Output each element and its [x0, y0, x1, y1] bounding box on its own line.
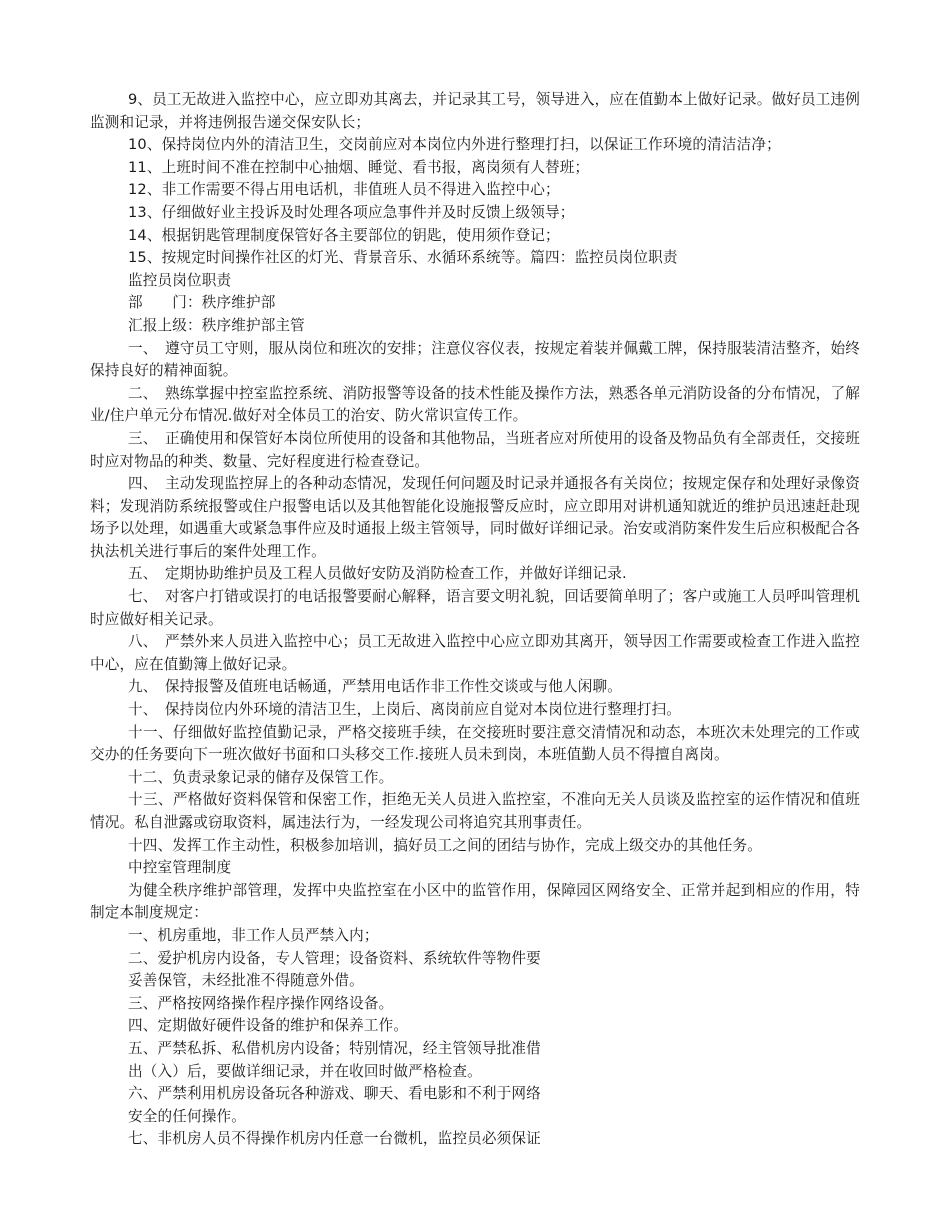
- duty-8: 八、 严禁外来人员进入监控中心；员工无故进入监控中心应立即劝其离开，领导因工作需要或检查工作进入监控中心，应在值勤簿上做好记录。: [90, 633, 860, 673]
- paragraph-rule-11: 11、上班时间不准在控制中心抽烟、睡觉、看书报，离岗须有人替班；: [128, 158, 590, 176]
- duty-1: 一、 遵守员工守则，服从岗位和班次的安排；注意仪容仪表，按规定着装并佩戴工牌，保持服装清洁整齐，始终保持良好的精神面貌。: [90, 339, 860, 380]
- control-room-rule-5-cont: 出（入）后，要做详细记录，并在收回时做严格检查。: [128, 1062, 482, 1080]
- duty-4: 四、 主动发现监控屏上的各种动态情况，发现任何问题及时记录并通报各有关岗位；按规定保存和处理好录像资料；发现消防系统报警或住户报警电话以及其他智能化设施报警反应时，应立即用对讲机通知就近的维护员迅速赶赴现场予以处理，如遇重大或紧急事件应及时通报上级主管领导，同时做好详细记录。治安或消防案件发生后应积极配合各执法机关进行事后的案件处理工作。: [90, 475, 860, 560]
- control-room-rule-7: 七、非机房人员不得操作机房内任意一台微机，监控员必须保证: [128, 1130, 541, 1148]
- paragraph-rule-12: 12、非工作需要不得占用电话机，非值班人员不得进入监控中心；: [128, 181, 560, 199]
- duty-13: 十三、严格做好资料保管和保密工作，拒绝无关人员进入监控室，不准向无关人员谈及监控室的运作情况和值班情况。私自泄露或窃取资料，属违法行为，一经发现公司将追究其刑事责任。: [90, 791, 860, 831]
- department-line: 部 门：秩序维护部: [128, 294, 276, 312]
- paragraph-rule-9: 9、员工无故进入监控中心，应立即劝其离去，并记录其工号，领导进入，应在值勤本上做好记录。做好员工违例监测和记录，并将违例报告递交保安队长；: [90, 91, 860, 131]
- duty-5: 五、 定期协助维护员及工程人员做好安防及消防检查工作，并做好详细记录.: [128, 565, 627, 583]
- control-room-rule-6: 六、严禁利用机房设备玩各种游戏、聊天、看电影和不利于网络: [128, 1085, 541, 1103]
- duty-2: 二、 熟练掌握中控室监控系统、消防报警等设备的技术性能及操作方法，熟悉各单元消防设备的分布情况，了解业/住户单元分布情况.做好对全体员工的治安、防火常识宣传工作。: [90, 384, 860, 425]
- report-to-line: 汇报上级：秩序维护部主管: [128, 316, 305, 334]
- control-room-intro: 为健全秩序维护部管理，发挥中央监控室在小区中的监管作用，保障园区网络安全、正常并起到相应的作用，特制定本制度规定：: [90, 881, 860, 922]
- paragraph-rule-15: 15、按规定时间操作社区的灯光、背景音乐、水循环系统等。篇四：监控员岗位职责: [128, 249, 678, 267]
- section-title-control-room: 中控室管理制度: [128, 859, 232, 877]
- duty-10: 十、 保持岗位内外环境的清洁卫生，上岗后、离岗前应自觉对本岗位进行整理打扫。: [128, 701, 681, 719]
- duty-7: 七、 对客户打错或误打的电话报警要耐心解释，语言要文明礼貌，回话要简单明了；客户或施工人员呼叫管理机时应做好相关记录。: [90, 588, 860, 628]
- section-title-monitor-duties: 监控员岗位职责: [128, 271, 232, 289]
- duty-12: 十二、负责录象记录的储存及保管工作。: [128, 768, 394, 786]
- duty-3: 三、 正确使用和保管好本岗位所使用的设备和其他物品，当班者应对所使用的设备及物品负有全部责任，交接班时应对物品的种类、数量、完好程度进行检查登记。: [90, 429, 860, 470]
- paragraph-rule-10: 10、保持岗位内外的清洁卫生，交岗前应对本岗位内外进行整理打扫，以保证工作环境的清洁洁净；: [128, 136, 781, 154]
- paragraph-rule-14: 14、根据钥匙管理制度保管好各主要部位的钥匙，使用须作登记；: [128, 226, 560, 244]
- control-room-rule-2-cont: 妥善保管，未经批准不得随意外借。: [128, 972, 364, 990]
- control-room-rule-1: 一、机房重地，非工作人员严禁入内；: [128, 926, 379, 944]
- control-room-rule-5: 五、严禁私拆、私借机房内设备；特别情况，经主管领导批准借: [128, 1039, 541, 1057]
- duty-14: 十四、发挥工作主动性，积极参加培训，搞好员工之间的团结与协作，完成上级交办的其他任务。: [128, 836, 762, 854]
- control-room-rule-6-cont: 安全的任何操作。: [128, 1107, 246, 1125]
- duty-11: 十一、仔细做好监控值勤记录，严格交接班手续，在交接班时要注意交清情况和动态，本班次未处理完的工作或交办的任务要向下一班次做好书面和口头移交工作.接班人员未到岗，本班值勤人员不得擅自离岗。: [90, 723, 860, 764]
- control-room-rule-2: 二、爱护机房内设备，专人管理；设备资料、系统软件等物件要: [128, 949, 541, 967]
- control-room-rule-3: 三、严格按网络操作程序操作网络设备。: [128, 994, 394, 1012]
- duty-9: 九、 保持报警及值班电话畅通，严禁用电话作非工作性交谈或与他人闲聊。: [128, 678, 622, 696]
- paragraph-rule-13: 13、仔细做好业主投诉及时处理各项应急事件并及时反馈上级领导；: [128, 203, 575, 221]
- document-body: [90, 89, 860, 1151]
- control-room-rule-4: 四、定期做好硬件设备的维护和保养工作。: [128, 1017, 409, 1035]
